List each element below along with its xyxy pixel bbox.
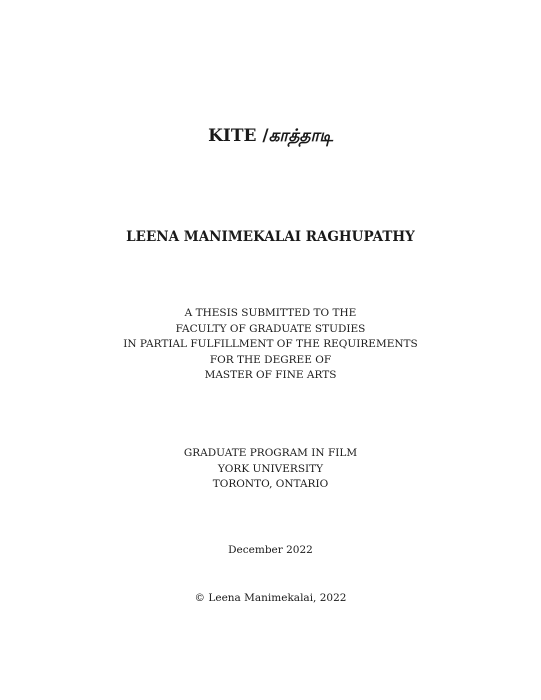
statement-line: FOR THE DEGREE OF xyxy=(209,353,332,366)
submission-date: December 2022 xyxy=(228,544,313,556)
statement-line: A THESIS SUBMITTED TO THE xyxy=(184,307,357,319)
program-line: GRADUATE PROGRAM IN FILM xyxy=(183,447,358,459)
program-line: TORONTO, ONTARIO xyxy=(212,478,329,491)
author-name: LEENA MANIMEKALAI RAGHUPATHY xyxy=(126,229,415,245)
thesis-title-tamil: காத்தாடி xyxy=(268,126,333,146)
statement-line: FACULTY OF GRADUATE STUDIES xyxy=(175,322,366,335)
program-line: YORK UNIVERSITY xyxy=(217,462,324,475)
copyright-notice: © Leena Manimekalai, 2022 xyxy=(194,592,347,604)
statement-line: MASTER OF FINE ARTS xyxy=(204,369,337,382)
thesis-statement xyxy=(0,306,541,384)
thesis-title xyxy=(0,126,541,148)
statement-line: IN PARTIAL FULFILLMENT OF THE REQUIREMENTS xyxy=(123,338,418,351)
thesis-title-latin: KITE / xyxy=(208,126,269,146)
program-info xyxy=(0,446,541,493)
